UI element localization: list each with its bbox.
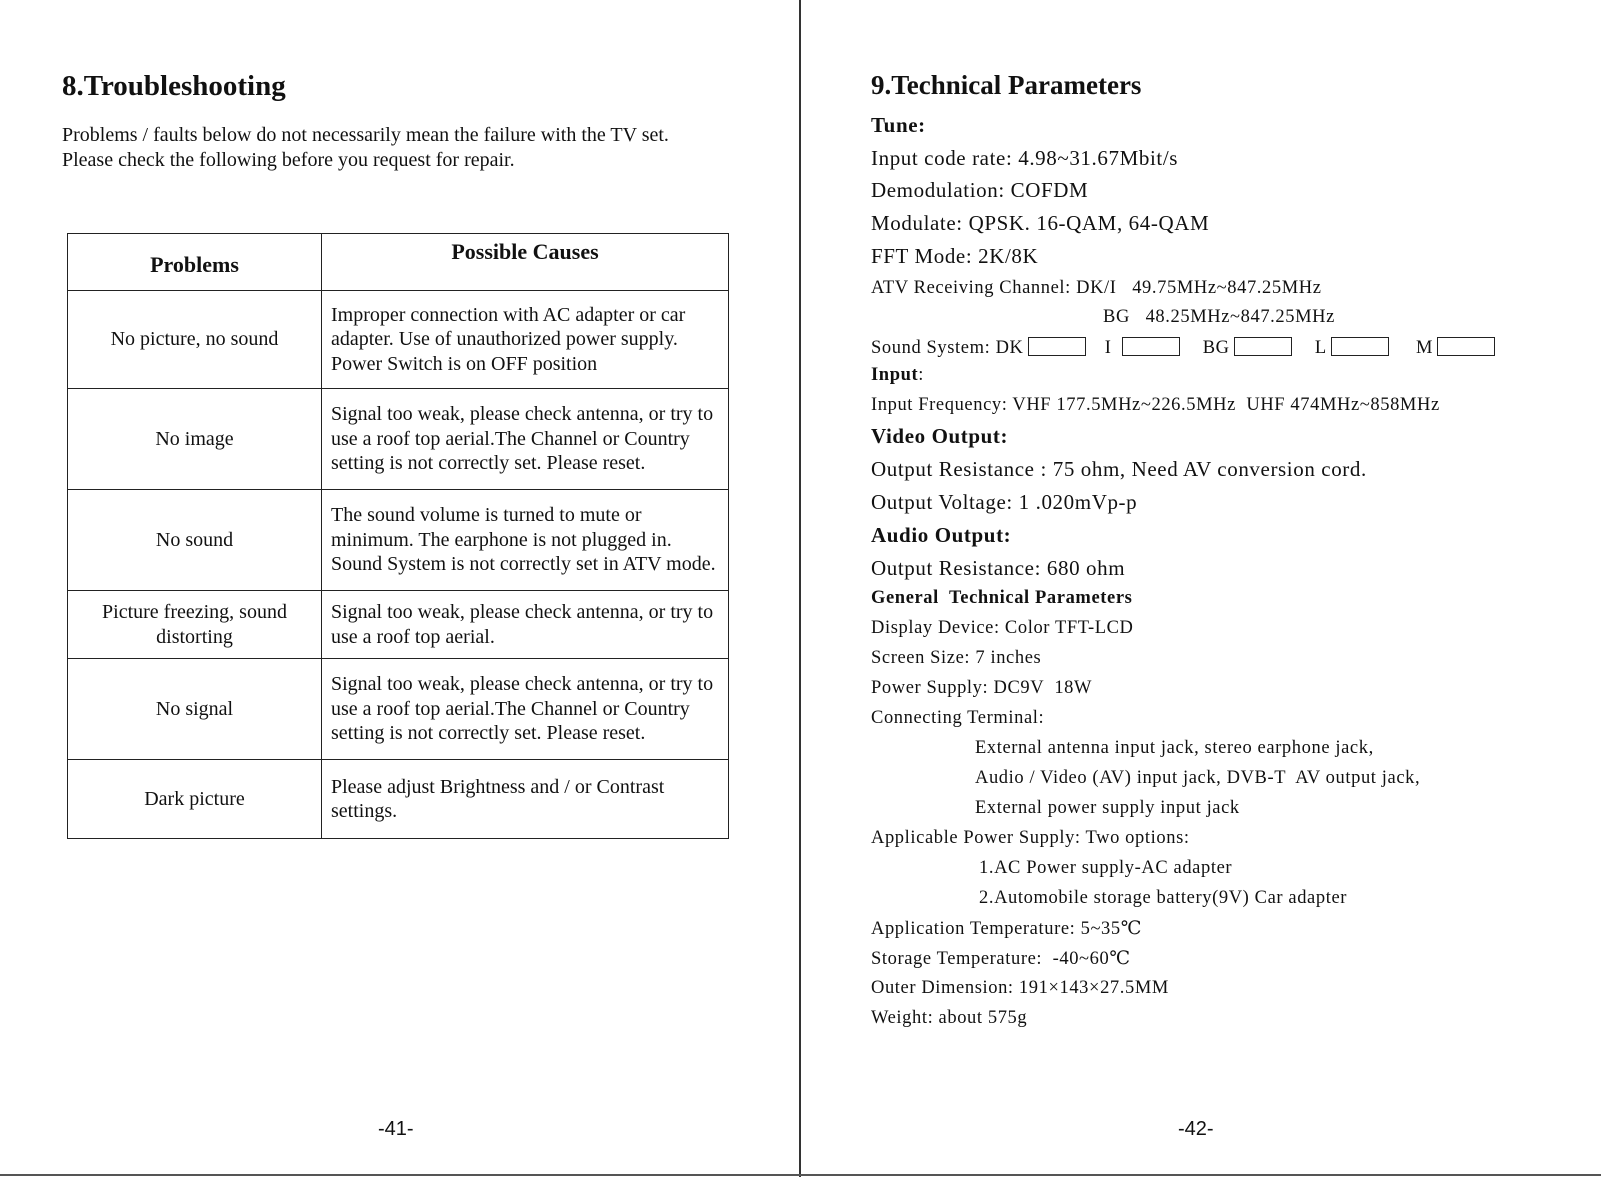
sound-option-m: M (1416, 338, 1434, 358)
atv-receiving-channel-dki: ATV Receiving Channel: DK/I 49.75MHz~847.25MHz (871, 278, 1322, 298)
table-row (68, 291, 729, 389)
page-left (0, 0, 799, 1177)
sound-option-i: I (1104, 338, 1112, 358)
power-option-2: 2.Automobile storage battery(9V) Car adapter (979, 888, 1348, 908)
sound-system-label: Sound System: (871, 338, 991, 358)
terminal-line-1: External antenna input jack, stereo earphone jack, (975, 738, 1374, 758)
input-code-rate: Input code rate: 4.98~31.67Mbit/s (871, 146, 1179, 170)
applicable-power-supply: Applicable Power Supply: Two options: (871, 828, 1190, 848)
storage-temperature: Storage Temperature: -40~60℃ (871, 949, 1131, 969)
sound-option-dk-box (1028, 337, 1086, 356)
sound-option-l-box (1331, 337, 1389, 356)
problem-cell: No picture, no sound (68, 291, 322, 389)
header-possible-causes: Possible Causes (322, 234, 729, 291)
page-number-left: -41- (378, 1118, 414, 1140)
cause-cell: Signal too weak, please check antenna, or try to use a roof top aerial.The Channel or Country setting is not correctly set. Please reset. (322, 659, 729, 760)
video-output-heading: Video Output: (871, 424, 1009, 448)
modulate: Modulate: QPSK. 16-QAM, 64-QAM (871, 211, 1210, 235)
cause-cell: Please adjust Brightness and / or Contrast settings. (322, 760, 729, 839)
troubleshooting-table (67, 233, 729, 839)
power-option-1: 1.AC Power supply-AC adapter (979, 858, 1233, 878)
intro-line-1: Problems / faults below do not necessarily mean the failure with the TV set. (62, 124, 669, 146)
cause-cell: Signal too weak, please check antenna, or try to use a roof top aerial.The Channel or Country setting is not correctly set. Please reset. (322, 389, 729, 490)
terminal-line-3: External power supply input jack (975, 798, 1240, 818)
sound-option-m-box (1437, 337, 1495, 356)
problem-cell: No sound (68, 490, 322, 591)
input-heading-colon: : (918, 365, 924, 385)
problem-cell: No signal (68, 659, 322, 760)
outer-dimension: Outer Dimension: 191×143×27.5MM (871, 978, 1169, 998)
page-right (801, 0, 1601, 1177)
sound-option-bg-box (1234, 337, 1292, 356)
audio-output-resistance: Output Resistance: 680 ohm (871, 556, 1126, 580)
table-row (68, 490, 729, 591)
sound-option-l: L (1314, 338, 1327, 358)
sound-option-i-box (1122, 337, 1180, 356)
terminal-line-2: Audio / Video (AV) input jack, DVB-T AV output jack, (975, 768, 1421, 788)
cause-cell: The sound volume is turned to mute or minimum. The earphone is not plugged in. Sound System is not correctly set in ATV mode. (322, 490, 729, 591)
application-temperature: Application Temperature: 5~35℃ (871, 919, 1143, 939)
output-voltage: Output Voltage: 1 .020mVp-p (871, 490, 1138, 514)
sound-option-bg: BG (1202, 338, 1230, 358)
video-output-resistance: Output Resistance : 75 ohm, Need AV conversion cord. (871, 457, 1367, 481)
problem-cell: Dark picture (68, 760, 322, 839)
atv-receiving-channel-bg: BG 48.25MHz~847.25MHz (1103, 307, 1335, 327)
audio-output-heading: Audio Output: (871, 523, 1012, 547)
intro-line-2: Please check the following before you request for repair. (62, 149, 515, 171)
table-header-row (68, 234, 729, 291)
screen-size: Screen Size: 7 inches (871, 648, 1042, 668)
technical-parameters-title: 9.Technical Parameters (871, 70, 1142, 100)
cause-cell: Improper connection with AC adapter or car adapter. Use of unauthorized power supply. Power Switch is on OFF position (322, 291, 729, 389)
header-problems: Problems (68, 234, 322, 291)
problem-cell: Picture freezing, sound distorting (68, 591, 322, 659)
input-heading-row (871, 365, 924, 386)
table-row (68, 760, 729, 839)
troubleshooting-intro (62, 123, 762, 173)
input-heading: Input (871, 365, 919, 385)
tune-heading: Tune: (871, 113, 926, 137)
table-row (68, 389, 729, 490)
sound-option-dk: DK (995, 338, 1024, 358)
fft-mode: FFT Mode: 2K/8K (871, 244, 1039, 268)
connecting-terminal: Connecting Terminal: (871, 708, 1045, 728)
sound-system (871, 337, 1495, 359)
power-supply: Power Supply: DC9V 18W (871, 678, 1093, 698)
display-device: Display Device: Color TFT-LCD (871, 618, 1134, 638)
demodulation: Demodulation: COFDM (871, 178, 1089, 202)
page-number-right: -42- (1178, 1118, 1214, 1140)
table-row (68, 591, 729, 659)
weight: Weight: about 575g (871, 1008, 1028, 1028)
table-row (68, 659, 729, 760)
cause-cell: Signal too weak, please check antenna, or try to use a roof top aerial. (322, 591, 729, 659)
input-frequency: Input Frequency: VHF 177.5MHz~226.5MHz UHF 474MHz~858MHz (871, 395, 1440, 415)
general-technical-heading: General Technical Parameters (871, 588, 1133, 608)
problem-cell: No image (68, 389, 322, 490)
troubleshooting-title: 8.Troubleshooting (62, 70, 286, 102)
